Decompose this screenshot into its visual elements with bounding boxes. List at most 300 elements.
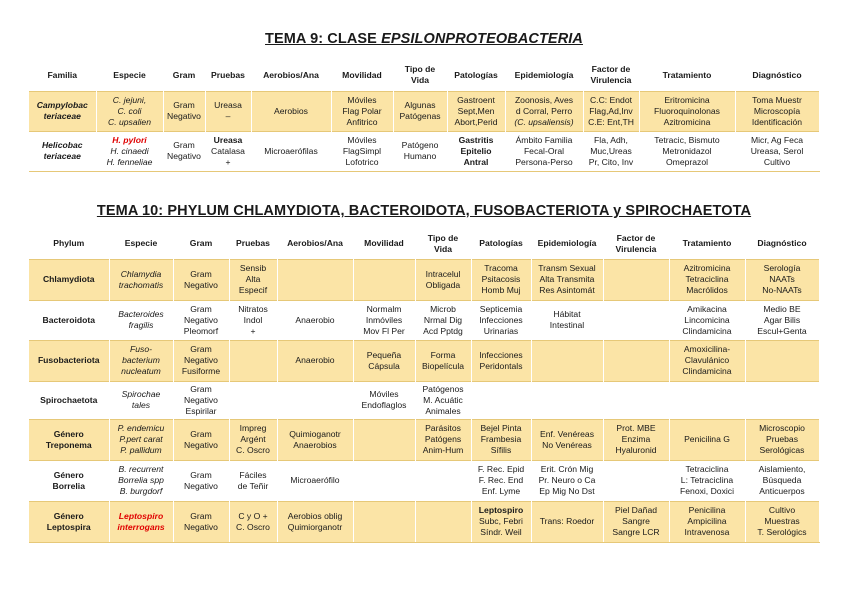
cell-line: Borrelia xyxy=(52,480,85,491)
cell-line: Phylum xyxy=(53,238,85,249)
cell-aerobios xyxy=(277,501,353,542)
cell-line: Amikacina xyxy=(687,303,727,314)
cell-line: H. cinaedi xyxy=(110,145,149,156)
tema9-table xyxy=(29,60,820,172)
cell-line: Género xyxy=(53,428,84,439)
cell-line: Tetraciclina xyxy=(685,274,729,284)
cell-gram xyxy=(173,300,229,340)
cell-gram xyxy=(173,460,229,501)
header-gram xyxy=(163,60,205,91)
cell-line: Gram xyxy=(190,303,212,314)
tema10-row-borrelia xyxy=(29,460,819,501)
cell-line: Biopelícula xyxy=(421,360,465,371)
cell-pruebas xyxy=(229,501,277,542)
cell-line: Borrelia spp xyxy=(118,475,164,485)
cell-line: Móviles xyxy=(347,94,377,105)
tema9-title-prefix: TEMA 9: CLASE xyxy=(265,31,382,47)
cell-line: Aerobios xyxy=(274,105,308,116)
cell-line: Cápsula xyxy=(368,360,400,371)
cell-line: Patógenos xyxy=(422,383,464,394)
cell-line: Género xyxy=(53,510,84,521)
cell-gram xyxy=(173,501,229,542)
cell-line: Toma Muestr xyxy=(752,94,802,105)
cell-line: Anticuerpos xyxy=(759,486,805,496)
cell-line: Escul+Genta xyxy=(757,325,807,336)
cell-line: Spirochaetota xyxy=(40,394,98,405)
header-diagnostico xyxy=(735,60,819,91)
header-tipo-vida xyxy=(393,60,447,91)
cell-diagnostico xyxy=(735,91,819,131)
cell-especie xyxy=(109,501,173,542)
cell-line: tales xyxy=(131,400,151,410)
header-aerobios xyxy=(251,60,331,91)
cell-line: Movilidad xyxy=(342,69,382,80)
cell-line: M. Acuátic xyxy=(423,394,463,405)
cell-line: interrogans xyxy=(117,521,165,532)
cell-line: Negativo xyxy=(167,151,201,161)
tema10-title: TEMA 10: PHYLUM CHLAMYDIOTA, BACTEROIDOTA, FUSOBACTERIOTA y SPIROCHAETOTA xyxy=(96,203,752,219)
cell-line: FlagSimpl xyxy=(342,145,382,156)
cell-line: Prot. MBE xyxy=(616,423,656,433)
cell-line: Serológicas xyxy=(759,445,805,455)
cell-line: Gram xyxy=(190,383,212,394)
cell-line: Anaerobio xyxy=(295,355,335,365)
cell-gram xyxy=(173,340,229,381)
cell-line: Clavulánico xyxy=(684,355,730,365)
cell-line: Quimiorganotr xyxy=(287,521,343,532)
cell-line: Animales xyxy=(425,405,461,416)
cell-line: Flag Polar xyxy=(342,105,382,116)
header-tipo-vida xyxy=(415,229,471,259)
cell-line: Sangre xyxy=(622,516,650,526)
cell-tipo-vida xyxy=(415,381,471,419)
cell-line: Lincomicina xyxy=(684,314,730,325)
cell-line: Vida xyxy=(411,75,429,86)
cell-familia xyxy=(29,131,96,171)
cell-line: Tipo de xyxy=(427,232,459,243)
cell-line: Micr, Ag Feca xyxy=(750,134,804,145)
cell-line: Leptospira xyxy=(46,521,91,532)
cell-line: Epitelio xyxy=(460,145,492,156)
cell-line: Aerobios/Ana xyxy=(263,69,319,80)
cell-line: B. burgdorf xyxy=(119,486,163,496)
cell-line: Amoxicilina- xyxy=(683,344,731,354)
cell-aerobios xyxy=(277,300,353,340)
cell-line: (C. upsaliensis) xyxy=(514,116,574,127)
cell-line: Quimioganotr xyxy=(289,428,341,439)
cell-diagnostico xyxy=(735,131,819,171)
cell-line: Infecciones xyxy=(479,349,523,360)
cell-line: Subc, Febri xyxy=(479,516,523,526)
cell-line: Aislamiento, xyxy=(758,464,806,474)
cell-pruebas xyxy=(229,300,277,340)
cell-virulencia xyxy=(603,259,669,300)
cell-virulencia xyxy=(603,460,669,501)
cell-line: Nrmal Dig xyxy=(423,314,463,325)
cell-tipo-vida xyxy=(393,91,447,131)
cell-line: Ámbito Familia xyxy=(515,134,573,145)
cell-patologias xyxy=(447,91,505,131)
cell-epidemiologia xyxy=(531,501,603,542)
cell-line: + xyxy=(250,325,256,336)
cell-movilidad xyxy=(353,501,415,542)
cell-especie xyxy=(96,131,163,171)
cell-especie xyxy=(109,419,173,460)
cell-aerobios xyxy=(277,259,353,300)
cell-line: Tipo de xyxy=(404,64,436,75)
cell-tipo-vida xyxy=(415,460,471,501)
cell-epidemiologia xyxy=(531,340,603,381)
cell-line: Res Asintomát xyxy=(539,285,595,295)
cell-tratamiento xyxy=(669,300,745,340)
cell-diagnostico xyxy=(745,300,819,340)
header-patologias xyxy=(471,229,531,259)
cell-line: Negativo xyxy=(184,521,218,532)
cell-line: Epidemiología xyxy=(537,238,597,249)
cell-tipo-vida xyxy=(393,131,447,171)
tema10-table xyxy=(29,229,820,543)
cell-line: Impreg xyxy=(239,423,267,433)
cell-line: Bacteroidota xyxy=(42,314,96,325)
cell-line: d Corral, Perro xyxy=(515,105,573,116)
cell-line: nucleatum xyxy=(121,366,161,376)
cell-aerobios xyxy=(277,381,353,419)
cell-line: Movilidad xyxy=(364,238,404,249)
cell-line: Infecciones xyxy=(479,314,523,325)
cell-line: Móviles xyxy=(369,389,399,399)
cell-line: Factor de xyxy=(591,64,631,75)
cell-tratamiento xyxy=(639,91,735,131)
tema10-header-row xyxy=(29,229,819,259)
cell-pruebas xyxy=(229,419,277,460)
cell-line: C.E: Ent,TH xyxy=(588,116,634,127)
cell-especie xyxy=(109,300,173,340)
cell-line: Cultivo xyxy=(763,156,791,167)
cell-line: Microscopio xyxy=(759,423,805,433)
tema10-row-bacteroidota xyxy=(29,300,819,340)
cell-epidemiologia xyxy=(531,381,603,419)
tema9-title-italic: EPSILONPROTEOBACTERIA xyxy=(381,31,583,47)
cell-line: Identificación xyxy=(751,116,803,127)
cell-line: Factor de xyxy=(616,232,656,243)
cell-line: Trans: Roedor xyxy=(539,516,595,526)
cell-line: Gastroent xyxy=(457,94,495,105)
cell-line: Patologías xyxy=(479,238,523,249)
cell-line: Frambesia xyxy=(480,434,522,444)
cell-line: Especie xyxy=(113,69,146,80)
cell-line: Microaerófilo xyxy=(290,475,340,485)
cell-diagnostico xyxy=(745,259,819,300)
cell-tratamiento xyxy=(669,501,745,542)
cell-line: Inmóviles xyxy=(365,314,403,325)
cell-line: Gram xyxy=(189,238,213,249)
cell-line: Clindamicina xyxy=(682,325,732,336)
header-virulencia xyxy=(603,229,669,259)
cell-line: Fluoroquinolonas xyxy=(654,105,720,116)
cell-diagnostico xyxy=(745,381,819,419)
cell-patologias xyxy=(471,501,531,542)
cell-line: P.pert carat xyxy=(119,434,163,444)
cell-line: F. Rec. Epid xyxy=(477,464,525,474)
cell-line: Gram xyxy=(173,140,195,150)
cell-line: Aerobios oblig xyxy=(287,510,343,521)
cell-line: Enzima xyxy=(621,434,651,444)
cell-line: Pruebas xyxy=(236,238,270,249)
cell-movilidad xyxy=(331,131,393,171)
cell-line: Microb xyxy=(430,303,456,314)
cell-line: Flag,Ad,Inv xyxy=(589,105,633,116)
cell-epidemiologia xyxy=(531,259,603,300)
cell-line: teriaceae xyxy=(43,111,81,121)
cell-epidemiologia xyxy=(505,91,583,131)
cell-movilidad xyxy=(353,340,415,381)
cell-line: Negativo xyxy=(184,394,218,405)
cell-phylum xyxy=(29,460,109,501)
header-patologias xyxy=(447,60,505,91)
cell-line: Tracoma xyxy=(484,263,518,273)
cell-line: Eritromicina xyxy=(664,94,710,105)
cell-line: Espirilar xyxy=(185,405,217,416)
cell-line: Pequeña xyxy=(366,349,402,360)
cell-movilidad xyxy=(353,300,415,340)
cell-line: Treponema xyxy=(45,439,92,450)
cell-line: – xyxy=(225,111,231,121)
cell-line: Aerobios/Ana xyxy=(287,238,343,249)
header-pruebas xyxy=(229,229,277,259)
cell-line: Fecal-Oral xyxy=(523,145,565,156)
cell-line: Negativo xyxy=(184,355,218,365)
cell-line: C. coli xyxy=(117,105,142,116)
cell-line: Patologías xyxy=(454,69,498,80)
cell-line: Gram xyxy=(190,510,212,521)
cell-especie xyxy=(109,460,173,501)
cell-pruebas xyxy=(229,259,277,300)
cell-patologias xyxy=(471,300,531,340)
cell-phylum xyxy=(29,300,109,340)
cell-line: Sangre LCR xyxy=(612,527,660,537)
cell-line: Azitromicina xyxy=(663,116,711,127)
cell-phylum xyxy=(29,259,109,300)
cell-line: Humano xyxy=(403,151,437,161)
cell-line: Patógenas xyxy=(399,111,441,121)
cell-line: Patógeno xyxy=(401,140,439,150)
cell-line: Campylobac xyxy=(36,100,88,110)
header-aerobios xyxy=(277,229,353,259)
cell-line: Cultivo xyxy=(768,505,796,515)
cell-line: C y O + xyxy=(238,510,268,521)
cell-movilidad xyxy=(353,460,415,501)
cell-line: Leptospiro xyxy=(478,505,524,515)
cell-line: Fusobacteriota xyxy=(37,355,100,365)
cell-line: Negativo xyxy=(184,314,218,325)
cell-line: Móviles xyxy=(347,134,377,145)
cell-line: Anaerobios xyxy=(293,439,337,450)
cell-gram xyxy=(163,91,205,131)
cell-line: Metronidazol xyxy=(662,145,712,156)
cell-line: Pr, Cito, Inv xyxy=(588,156,634,167)
header-especie xyxy=(109,229,173,259)
cell-line: C. Oscro xyxy=(236,445,270,455)
header-epidemiologia xyxy=(531,229,603,259)
cell-line: Sensib xyxy=(239,263,267,273)
cell-line: Tratamiento xyxy=(662,69,712,80)
cell-patologias xyxy=(471,419,531,460)
cell-line: Ureasa xyxy=(213,134,243,145)
cell-line: Helicobac xyxy=(41,140,83,150)
cell-line: Psitacosis xyxy=(481,274,521,284)
cell-line: Endoflaglos xyxy=(361,400,407,410)
cell-line: Spirochae xyxy=(121,389,161,399)
cell-virulencia xyxy=(603,340,669,381)
cell-epidemiologia xyxy=(531,460,603,501)
cell-line: Obligada xyxy=(425,279,461,290)
cell-pruebas xyxy=(229,340,277,381)
cell-movilidad xyxy=(353,259,415,300)
cell-line: Tratamiento xyxy=(682,238,732,249)
cell-pruebas xyxy=(205,131,251,171)
cell-line: bacterium xyxy=(122,355,160,365)
cell-line: Familia xyxy=(47,69,78,80)
cell-epidemiologia xyxy=(531,300,603,340)
cell-line: Microscopía xyxy=(753,105,801,116)
cell-line: Tetraciclina xyxy=(685,464,729,474)
cell-especie xyxy=(109,259,173,300)
tema10-row-fusobacteriota xyxy=(29,340,819,381)
cell-pruebas xyxy=(229,460,277,501)
cell-line: Piel Dañad xyxy=(614,505,658,515)
cell-line: Intracelul xyxy=(425,268,461,279)
cell-line: Fla, Adh, xyxy=(594,134,628,145)
cell-line: Forma xyxy=(430,349,456,360)
cell-movilidad xyxy=(353,381,415,419)
cell-line: fragilis xyxy=(128,320,154,330)
cell-pruebas xyxy=(205,91,251,131)
cell-line: Alta Transmita xyxy=(539,274,595,284)
cell-line: Argént xyxy=(240,434,266,444)
cell-patologias xyxy=(471,460,531,501)
cell-line: Gastritis xyxy=(458,134,494,145)
cell-line: Anaerobio xyxy=(295,314,335,325)
cell-tipo-vida xyxy=(415,419,471,460)
header-especie xyxy=(96,60,163,91)
cell-line: Septicemia xyxy=(479,303,523,314)
cell-tratamiento xyxy=(669,259,745,300)
cell-line: Búsqueda xyxy=(762,475,802,485)
cell-aerobios xyxy=(251,91,331,131)
cell-line: Fusiforme xyxy=(181,366,221,376)
tema9-header-row xyxy=(29,60,819,91)
tema10-row-treponema xyxy=(29,419,819,460)
cell-tratamiento xyxy=(669,460,745,501)
cell-familia xyxy=(29,91,96,131)
cell-line: Diagnóstico xyxy=(752,69,802,80)
cell-line: Leptospiro xyxy=(118,510,164,521)
cell-line: Negativo xyxy=(184,480,218,491)
cell-line: Serología xyxy=(763,263,801,273)
cell-line: Intravenosa xyxy=(684,527,730,537)
cell-line: Zoonosis, Aves xyxy=(514,94,574,105)
cell-line: Vida xyxy=(434,243,452,254)
cell-line: Persona-Perso xyxy=(515,156,573,167)
cell-line: Lofotrico xyxy=(345,156,379,167)
cell-line: Chlamydia xyxy=(120,268,162,279)
cell-aerobios xyxy=(251,131,331,171)
cell-line: C. upsalien xyxy=(108,116,151,127)
header-virulencia xyxy=(583,60,639,91)
cell-tipo-vida xyxy=(415,300,471,340)
cell-tratamiento xyxy=(669,419,745,460)
cell-line: Virulencia xyxy=(615,243,657,254)
cell-line: Erit. Crón Mig xyxy=(540,464,594,474)
cell-line: C. Oscro xyxy=(236,521,270,532)
cell-line: Algunas xyxy=(404,100,436,110)
cell-line: Fenoxi, Doxici xyxy=(680,486,734,496)
cell-line: Virulencia xyxy=(590,75,632,86)
cell-line: de Teñir xyxy=(237,480,269,491)
header-gram xyxy=(173,229,229,259)
cell-line: Antral xyxy=(463,156,489,167)
cell-gram xyxy=(173,259,229,300)
cell-movilidad xyxy=(353,419,415,460)
cell-line: Fáciles xyxy=(239,469,267,480)
cell-line: Pruebas xyxy=(211,69,245,80)
tema10-row-chlamydiota xyxy=(29,259,819,300)
cell-virulencia xyxy=(603,381,669,419)
cell-line: Hyaluronid xyxy=(615,445,657,455)
cell-line: Muc,Ureas xyxy=(590,145,632,156)
cell-especie xyxy=(109,381,173,419)
cell-line: Ep Mig No Dst xyxy=(539,486,595,496)
cell-line: Sífilis xyxy=(490,445,512,455)
cell-aerobios xyxy=(277,419,353,460)
cell-line: Enf. Venéreas xyxy=(540,428,594,439)
cell-line: T. Serológics xyxy=(757,527,807,537)
cell-line: Tetracic, Bismuto xyxy=(654,134,720,145)
cell-line: Negativo xyxy=(167,111,201,121)
cell-line: L: Tetraciclina xyxy=(680,475,734,485)
cell-line: F. Rec. End xyxy=(478,475,524,485)
header-phylum xyxy=(29,229,109,259)
header-epidemiologia xyxy=(505,60,583,91)
cell-virulencia xyxy=(583,91,639,131)
cell-line: Patógens xyxy=(424,434,462,444)
header-diagnostico xyxy=(745,229,819,259)
cell-line: H. fenneliae xyxy=(106,156,153,167)
cell-phylum xyxy=(29,381,109,419)
cell-phylum xyxy=(29,340,109,381)
cell-diagnostico xyxy=(745,460,819,501)
cell-line: Negativo xyxy=(184,439,218,450)
cell-line: Ureasa, Serol xyxy=(750,145,804,156)
cell-pruebas xyxy=(229,381,277,419)
cell-line: Gram xyxy=(190,268,212,279)
cell-line: Gram xyxy=(190,344,212,354)
cell-line: C. jejuni, xyxy=(112,94,147,105)
cell-line: + xyxy=(225,156,231,167)
cell-line: Gram xyxy=(190,428,212,439)
cell-diagnostico xyxy=(745,340,819,381)
cell-line: Intestinal xyxy=(549,320,585,330)
cell-line: C.C: Endot xyxy=(589,94,633,105)
cell-line: Homb Muj xyxy=(481,285,521,295)
cell-line: Epidemiología xyxy=(514,69,574,80)
header-pruebas xyxy=(205,60,251,91)
cell-movilidad xyxy=(331,91,393,131)
cell-line: Sept,Men xyxy=(457,105,495,116)
cell-line: Ampicilina xyxy=(687,516,727,526)
cell-line: Transm Sexual xyxy=(538,263,596,273)
cell-tratamiento xyxy=(669,381,745,419)
